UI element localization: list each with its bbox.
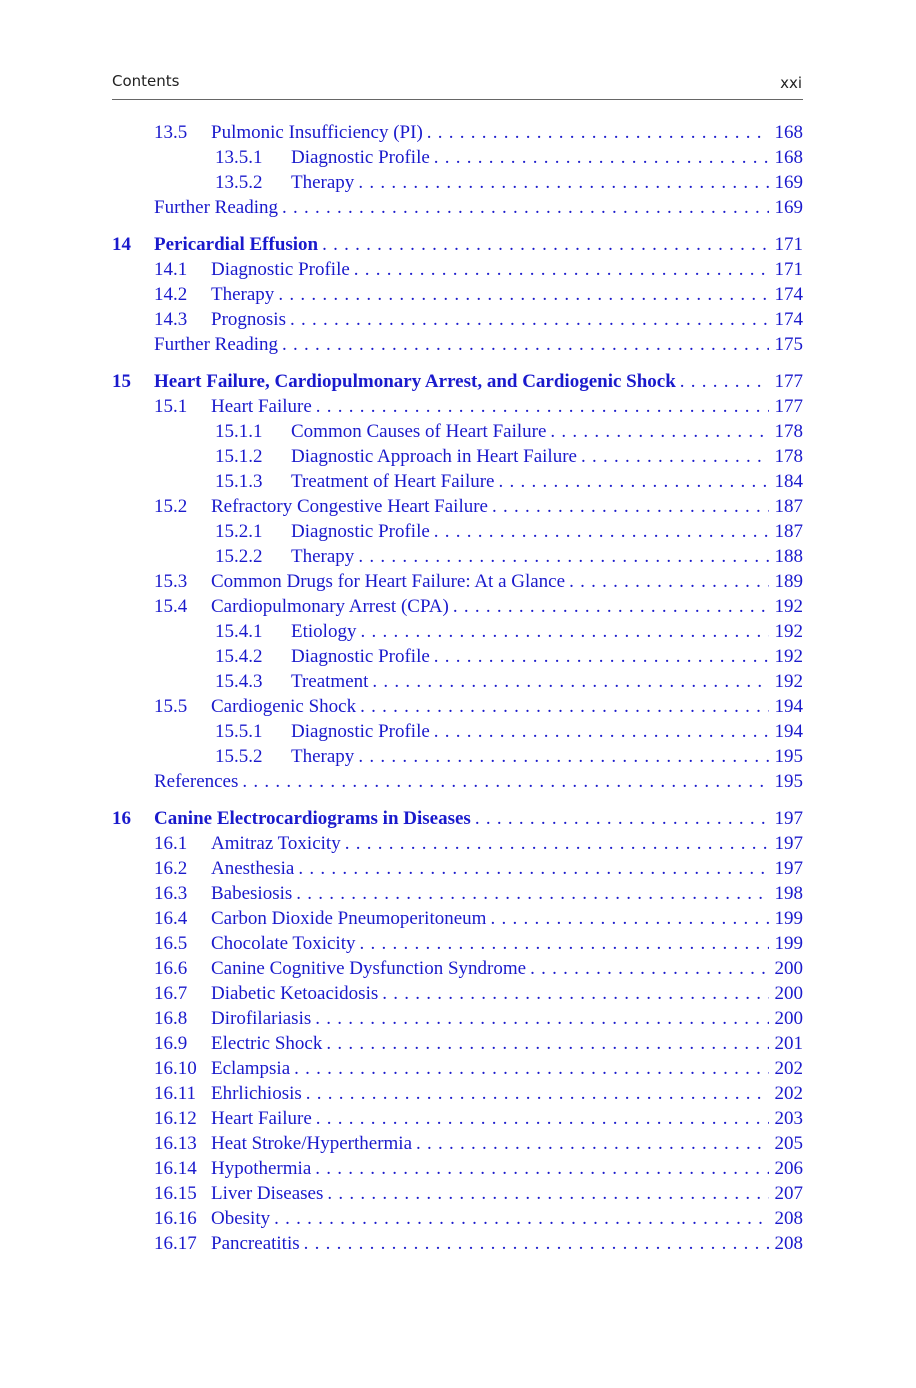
toc-entry-title[interactable]: References	[154, 771, 239, 792]
toc-entry-title[interactable]: Electric Shock	[211, 1033, 323, 1054]
toc-entry-page[interactable]: 174	[774, 284, 803, 305]
toc-entry-page[interactable]: 184	[774, 471, 803, 492]
dot-leader	[323, 1181, 768, 1206]
toc-entry[interactable]	[0, 906, 916, 931]
toc-entry-page[interactable]: 168	[774, 122, 803, 143]
toc-entry-title[interactable]: Babesiosis	[211, 883, 293, 904]
toc-entry[interactable]	[0, 619, 916, 644]
toc-entry-number: 16.16	[154, 1208, 197, 1229]
toc-entry[interactable]	[0, 544, 916, 569]
toc-entry-number: 16.5	[154, 933, 188, 954]
toc-entry-title[interactable]: Heat Stroke/Hyperthermia	[211, 1133, 413, 1154]
toc-entry[interactable]	[0, 856, 916, 881]
toc-entry-title[interactable]: Diagnostic Profile	[291, 521, 430, 542]
toc-entry-title[interactable]: Diagnostic Profile	[291, 646, 430, 667]
dot-leader	[302, 1081, 769, 1106]
toc-entry-page[interactable]: 169	[774, 172, 803, 193]
dot-leader	[312, 394, 769, 419]
toc-entry-page[interactable]: 169	[774, 197, 803, 218]
toc-entry-page[interactable]: 192	[774, 671, 803, 692]
toc-entry[interactable]	[0, 569, 916, 594]
toc-entry-page[interactable]: 208	[774, 1208, 803, 1229]
dot-leader	[430, 644, 769, 669]
toc-entry-number: 14.3	[154, 309, 188, 330]
toc-entry-number: 16.10	[154, 1058, 197, 1079]
toc-entry[interactable]	[0, 1156, 916, 1181]
toc-entry-number: 15.4	[154, 596, 188, 617]
toc-entry-number: 16.1	[154, 833, 188, 854]
toc-entry-number: 16.2	[154, 858, 188, 879]
dot-leader	[322, 1031, 768, 1056]
toc-entry-title[interactable]: Dirofilariasis	[211, 1008, 312, 1029]
toc-entry-page[interactable]: 201	[774, 1033, 803, 1054]
toc-entry-number: 14.1	[154, 259, 188, 280]
toc-entry-page[interactable]: 200	[774, 1008, 803, 1029]
dot-leader	[565, 569, 768, 594]
toc-entry-title[interactable]: Therapy	[291, 546, 355, 567]
toc-entry-number: 16.13	[154, 1133, 197, 1154]
toc-entry-page[interactable]: 199	[774, 933, 803, 954]
running-head	[112, 70, 802, 94]
dot-leader	[430, 145, 769, 170]
toc-entry-title[interactable]: Heart Failure	[211, 396, 312, 417]
toc-entry[interactable]	[0, 1081, 916, 1106]
dot-leader	[430, 719, 769, 744]
running-head-title: Contents	[112, 72, 180, 90]
toc-entry-page[interactable]: 175	[774, 334, 803, 355]
toc-entry-number: 16	[112, 808, 131, 829]
dot-leader	[354, 744, 768, 769]
toc-entry-title[interactable]: Cardiogenic Shock	[211, 696, 357, 717]
header-rule	[112, 99, 803, 100]
dot-leader	[278, 332, 768, 357]
dot-leader	[356, 931, 769, 956]
toc-entry-title[interactable]: Pulmonic Insufficiency (PI)	[211, 122, 423, 143]
toc-entry-title[interactable]: Anesthesia	[211, 858, 295, 879]
toc-entry-title[interactable]: Therapy	[291, 746, 355, 767]
toc-entry[interactable]	[0, 1031, 916, 1056]
page-number-roman: xxi	[780, 74, 802, 92]
dot-leader	[238, 769, 768, 794]
toc-entry[interactable]	[0, 744, 916, 769]
dot-leader	[526, 956, 768, 981]
toc-entry-title[interactable]: Pancreatitis	[211, 1233, 300, 1254]
toc-entry-page[interactable]: 187	[774, 521, 803, 542]
toc-entry-title[interactable]: Diagnostic Approach in Heart Failure	[291, 446, 577, 467]
toc-entry-title[interactable]: Ehrlichiosis	[211, 1083, 302, 1104]
toc-entry-number: 16.9	[154, 1033, 188, 1054]
toc-entry-number: 16.15	[154, 1183, 197, 1204]
toc-entry-page[interactable]: 208	[774, 1233, 803, 1254]
dot-leader	[577, 444, 769, 469]
toc-entry-number: 15.2.1	[215, 521, 263, 542]
toc-entry-number: 13.5	[154, 122, 188, 143]
toc-entry-number: 15.5.1	[215, 721, 263, 742]
toc-entry-page[interactable]: 178	[774, 446, 803, 467]
toc-entry[interactable]	[0, 1131, 916, 1156]
dot-leader	[368, 669, 768, 694]
toc-entry[interactable]	[0, 831, 916, 856]
toc-entry-title[interactable]: Common Causes of Heart Failure	[291, 421, 547, 442]
dot-leader	[294, 856, 768, 881]
toc-entry-page[interactable]: 177	[774, 396, 803, 417]
toc-entry-page[interactable]: 206	[774, 1158, 803, 1179]
toc-entry-page[interactable]: 194	[774, 696, 803, 717]
dot-leader	[318, 232, 768, 257]
toc-entry-number: 15.1.2	[215, 446, 263, 467]
toc-entry-page[interactable]: 171	[774, 259, 803, 280]
dot-leader	[356, 619, 768, 644]
dot-leader	[274, 282, 768, 307]
toc-entry-page[interactable]: 202	[774, 1058, 803, 1079]
dot-leader	[378, 981, 768, 1006]
toc-entry-page[interactable]: 168	[774, 147, 803, 168]
toc-entry-title[interactable]: Liver Diseases	[211, 1183, 324, 1204]
toc-entry-number: 16.3	[154, 883, 188, 904]
dot-leader	[270, 1206, 768, 1231]
toc-entry[interactable]	[0, 145, 916, 170]
dot-leader	[354, 544, 768, 569]
dot-leader	[430, 519, 769, 544]
dot-leader	[350, 257, 769, 282]
dot-leader	[423, 120, 769, 145]
toc-entry-number: 16.4	[154, 908, 188, 929]
dot-leader	[311, 1156, 768, 1181]
toc-entry-number: 16.14	[154, 1158, 197, 1179]
toc-entry[interactable]	[0, 282, 916, 307]
toc-entry-title[interactable]: Amitraz Toxicity	[211, 833, 341, 854]
toc-entry-page[interactable]: 192	[774, 596, 803, 617]
toc-entry-page[interactable]: 192	[774, 621, 803, 642]
toc-entry-page[interactable]: 195	[774, 771, 803, 792]
toc-entry[interactable]	[0, 881, 916, 906]
toc-entry[interactable]	[0, 257, 916, 282]
toc-entry[interactable]	[0, 1106, 916, 1131]
toc-entry-number: 16.7	[154, 983, 188, 1004]
dot-leader	[292, 881, 768, 906]
dot-leader	[286, 307, 769, 332]
toc-chapter-entry[interactable]	[0, 232, 916, 257]
dot-leader	[471, 806, 769, 831]
toc-entry-title[interactable]: Obesity	[211, 1208, 271, 1229]
toc-entry-title[interactable]: Canine Cognitive Dysfunction Syndrome	[211, 958, 527, 979]
toc-entry[interactable]	[0, 519, 916, 544]
toc-entry-page[interactable]: 203	[774, 1108, 803, 1129]
toc-entry-title[interactable]: Chocolate Toxicity	[211, 933, 356, 954]
toc-entry-page[interactable]: 207	[774, 1183, 803, 1204]
toc-entry[interactable]	[0, 307, 916, 332]
toc-entry-title[interactable]: Prognosis	[211, 309, 286, 330]
toc-entry[interactable]	[0, 469, 916, 494]
toc-entry[interactable]	[0, 1181, 916, 1206]
toc-entry[interactable]	[0, 769, 916, 794]
dot-leader	[449, 594, 769, 619]
toc-entry-number: 15.4.3	[215, 671, 263, 692]
dot-leader	[300, 1231, 769, 1256]
toc-entry-page[interactable]: 200	[774, 983, 803, 1004]
toc-entry[interactable]	[0, 394, 916, 419]
toc-entry[interactable]	[0, 644, 916, 669]
toc-entry[interactable]	[0, 931, 916, 956]
toc-entry-page[interactable]: 188	[774, 546, 803, 567]
toc-entry-page[interactable]: 171	[774, 234, 803, 255]
toc-entry-number: 15.5.2	[215, 746, 263, 767]
toc-entry-title[interactable]: Therapy	[291, 172, 355, 193]
toc-entry-title[interactable]: Diagnostic Profile	[211, 259, 350, 280]
toc-entry[interactable]	[0, 1206, 916, 1231]
toc-entry[interactable]	[0, 170, 916, 195]
toc-entry[interactable]	[0, 1006, 916, 1031]
toc-entry-title[interactable]: Eclampsia	[211, 1058, 291, 1079]
toc-entry-page[interactable]: 199	[774, 908, 803, 929]
toc-entry[interactable]	[0, 694, 916, 719]
dot-leader	[354, 170, 768, 195]
toc-entry-page[interactable]: 200	[774, 958, 803, 979]
toc-entry-title[interactable]: Hypothermia	[211, 1158, 312, 1179]
toc-entry-title[interactable]: Further Reading	[154, 334, 279, 355]
toc-entry[interactable]	[0, 669, 916, 694]
dot-leader	[278, 195, 768, 220]
dot-leader	[341, 831, 769, 856]
toc-entry-title[interactable]: Etiology	[291, 621, 357, 642]
toc-entry-number: 16.12	[154, 1108, 197, 1129]
toc-entry-number: 15.2.2	[215, 546, 263, 567]
toc-entry-title[interactable]: Treatment	[291, 671, 369, 692]
toc-entry-number: 16.11	[154, 1083, 197, 1104]
toc-entry-page[interactable]: 205	[774, 1133, 803, 1154]
toc-entry-number: 13.5.2	[215, 172, 263, 193]
toc-entry[interactable]	[0, 195, 916, 220]
toc-entry-number: 15.1	[154, 396, 188, 417]
toc-entry-number: 15.1.1	[215, 421, 263, 442]
dot-leader	[412, 1131, 768, 1156]
toc-entry-page[interactable]: 198	[774, 883, 803, 904]
toc-entry-page[interactable]: 177	[774, 371, 803, 392]
toc-entry-number: 13.5.1	[215, 147, 263, 168]
toc-entry-page[interactable]: 189	[774, 571, 803, 592]
toc-entry[interactable]	[0, 444, 916, 469]
toc-entry-number: 16.17	[154, 1233, 197, 1254]
toc-entry[interactable]	[0, 1056, 916, 1081]
toc-entry-number: 14	[112, 234, 131, 255]
toc-entry[interactable]	[0, 594, 916, 619]
toc-entry-page[interactable]: 192	[774, 646, 803, 667]
toc-entry-page[interactable]: 197	[774, 833, 803, 854]
toc-entry-number: 15.1.3	[215, 471, 263, 492]
toc-entry-page[interactable]: 194	[774, 721, 803, 742]
toc-entry-title[interactable]: Refractory Congestive Heart Failure	[211, 496, 488, 517]
dot-leader	[486, 906, 768, 931]
dot-leader	[546, 419, 768, 444]
toc-entry-title[interactable]: Diagnostic Profile	[291, 147, 430, 168]
toc-entry[interactable]	[0, 981, 916, 1006]
toc-entry-title[interactable]: Carbon Dioxide Pneumoperitoneum	[211, 908, 487, 929]
toc-entry-number: 16.8	[154, 1008, 188, 1029]
toc-entry-title[interactable]: Cardiopulmonary Arrest (CPA)	[211, 596, 449, 617]
dot-leader	[488, 494, 769, 519]
toc-entry[interactable]	[0, 332, 916, 357]
toc-entry-title[interactable]: Diagnostic Profile	[291, 721, 430, 742]
toc-entry[interactable]	[0, 1231, 916, 1256]
dot-leader	[356, 694, 768, 719]
toc-entry-title[interactable]: Treatment of Heart Failure	[291, 471, 495, 492]
toc-entry-number: 15.2	[154, 496, 188, 517]
dot-leader	[676, 369, 769, 394]
toc-entry-page[interactable]: 174	[774, 309, 803, 330]
toc-entry-page[interactable]: 197	[774, 808, 803, 829]
toc-entry[interactable]	[0, 956, 916, 981]
toc-entry-page[interactable]: 187	[774, 496, 803, 517]
toc-entry[interactable]	[0, 494, 916, 519]
dot-leader	[290, 1056, 768, 1081]
toc-entry-number: 15.5	[154, 696, 188, 717]
toc-entry-number: 15.4.1	[215, 621, 263, 642]
toc-entry-title[interactable]: Further Reading	[154, 197, 279, 218]
dot-leader	[495, 469, 769, 494]
toc-entry-title[interactable]: Heart Failure	[211, 1108, 312, 1129]
toc-entry-number: 16.6	[154, 958, 188, 979]
toc-entry-page[interactable]: 178	[774, 421, 803, 442]
toc-entry-page[interactable]: 202	[774, 1083, 803, 1104]
toc-entry-title[interactable]: Pericardial Effusion	[154, 234, 319, 255]
toc-entry-number: 15	[112, 371, 131, 392]
toc-entry-number: 15.4.2	[215, 646, 263, 667]
toc-entry-title[interactable]: Heart Failure, Cardiopulmonary Arrest, and Cardiogenic Shock	[154, 371, 676, 392]
dot-leader	[312, 1106, 769, 1131]
toc-entry-title[interactable]: Therapy	[211, 284, 275, 305]
toc-entry-number: 15.3	[154, 571, 188, 592]
dot-leader	[311, 1006, 768, 1031]
toc-entry-title[interactable]: Common Drugs for Heart Failure: At a Glance	[211, 571, 566, 592]
toc-chapter-entry[interactable]	[0, 369, 916, 394]
toc-entry-page[interactable]: 195	[774, 746, 803, 767]
toc-entry-title[interactable]: Canine Electrocardiograms in Diseases	[154, 808, 471, 829]
toc-entry-title[interactable]: Diabetic Ketoacidosis	[211, 983, 379, 1004]
toc-entry[interactable]	[0, 120, 916, 145]
toc-chapter-entry[interactable]	[0, 806, 916, 831]
toc-entry-number: 14.2	[154, 284, 188, 305]
toc-entry-page[interactable]: 197	[774, 858, 803, 879]
toc-entry[interactable]	[0, 419, 916, 444]
toc-entry[interactable]	[0, 719, 916, 744]
